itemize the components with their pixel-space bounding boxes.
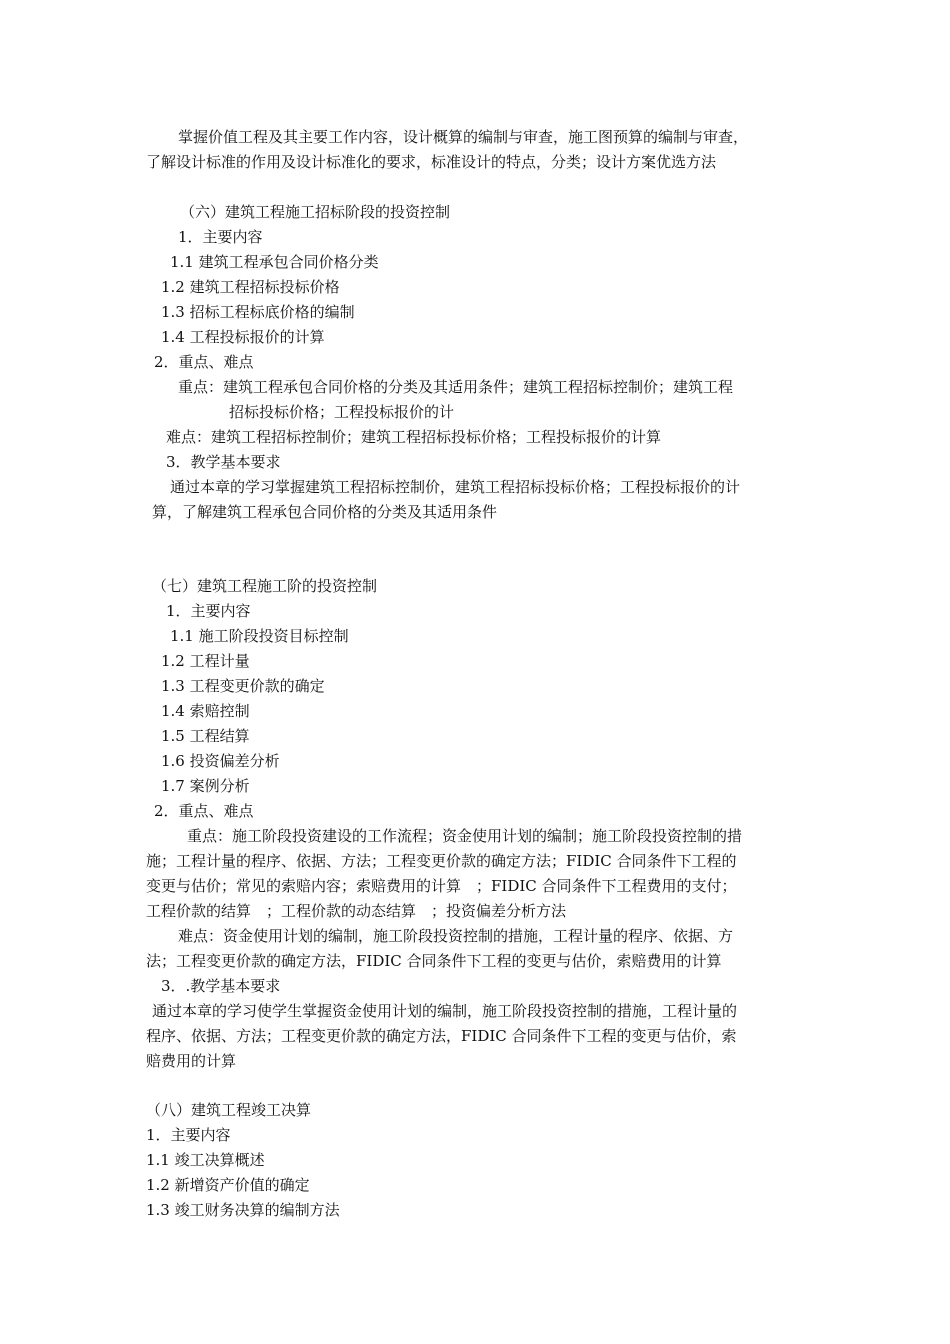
subsection-heading: 2．重点、难点 (154, 353, 254, 371)
list-item: 1.1 施工阶段投资目标控制 (170, 627, 349, 645)
list-item: 1.5 工程结算 (161, 727, 250, 745)
list-item: 1.3 招标工程标底价格的编制 (161, 303, 355, 321)
key-points-text: 重点：施工阶段投资建设的工作流程；资金使用计划的编制；施工阶段投资控制的措 (187, 827, 743, 845)
list-item: 1.2 建筑工程招标投标价格 (161, 278, 340, 296)
requirements-text: 通过本章的学习使学生掌握资金使用计划的编制，施工阶段投资控制的措施，工程计量的 (152, 1002, 738, 1020)
list-item: 1.2 工程计量 (161, 652, 250, 670)
key-points-text: 变更与估价；常见的索赔内容；索赔费用的计算 ；FIDIC 合同条件下工程费用的支付； (146, 877, 737, 895)
requirements-text: 算，了解建筑工程承包合同价格的分类及其适用条件 (152, 503, 498, 521)
requirements-text: 程序、依据、方法；工程变更价款的确定方法，FIDIC 合同条件下工程的变更与估价，索 (146, 1027, 737, 1045)
difficult-points-text: 难点：建筑工程招标控制价；建筑工程招标投标价格；工程投标报价的计算 (166, 428, 662, 446)
key-points-text: 重点：建筑工程承包合同价格的分类及其适用条件；建筑工程招标控制价；建筑工程 (178, 378, 734, 396)
difficult-points-text: 法；工程变更价款的确定方法，FIDIC 合同条件下工程的变更与估价，索赔费用的计算 (146, 952, 722, 970)
list-item: 1.3 竣工财务决算的编制方法 (146, 1201, 340, 1219)
intro-line: 掌握价值工程及其主要工作内容，设计概算的编制与审查，施工图预算的编制与审查， (178, 128, 749, 146)
list-item: 1.1 竣工决算概述 (146, 1151, 265, 1169)
requirements-text: 通过本章的学习掌握建筑工程招标控制价，建筑工程招标投标价格；工程投标报价的计 (170, 478, 741, 496)
requirements-text: 赔费用的计算 (146, 1052, 237, 1070)
section-title: （七）建筑工程施工阶的投资控制 (152, 577, 378, 595)
section-title: （六）建筑工程施工招标阶段的投资控制 (180, 203, 451, 221)
section-title: （八）建筑工程竣工决算 (146, 1101, 312, 1119)
list-item: 1.4 索赔控制 (161, 702, 250, 720)
subsection-heading: 1．主要内容 (146, 1126, 231, 1144)
list-item: 1.2 新增资产价值的确定 (146, 1176, 310, 1194)
subsection-heading: 1．主要内容 (178, 228, 263, 246)
list-item: 1.7 案例分析 (161, 777, 250, 795)
difficult-points-text: 难点：资金使用计划的编制，施工阶段投资控制的措施，工程计量的程序、依据、方 (178, 927, 734, 945)
key-points-text: 施；工程计量的程序、依据、方法；工程变更价款的确定方法；FIDIC 合同条件下工程的 (146, 852, 737, 870)
intro-line: 了解设计标准的作用及设计标准化的要求，标准设计的特点，分类；设计方案优选方法 (146, 153, 717, 171)
subsection-heading: 2．重点、难点 (154, 802, 254, 820)
key-points-text: 招标投标价格；工程投标报价的计 (229, 403, 455, 421)
list-item: 1.4 工程投标报价的计算 (161, 328, 325, 346)
list-item: 1.6 投资偏差分析 (161, 752, 280, 770)
subsection-heading: 3．.教学基本要求 (161, 977, 281, 995)
subsection-heading: 1．主要内容 (166, 602, 251, 620)
subsection-heading: 3．教学基本要求 (166, 453, 281, 471)
key-points-text: 工程价款的结算 ；工程价款的动态结算 ；投资偏差分析方法 (146, 902, 567, 920)
list-item: 1.3 工程变更价款的确定 (161, 677, 325, 695)
list-item: 1.1 建筑工程承包合同价格分类 (170, 253, 379, 271)
